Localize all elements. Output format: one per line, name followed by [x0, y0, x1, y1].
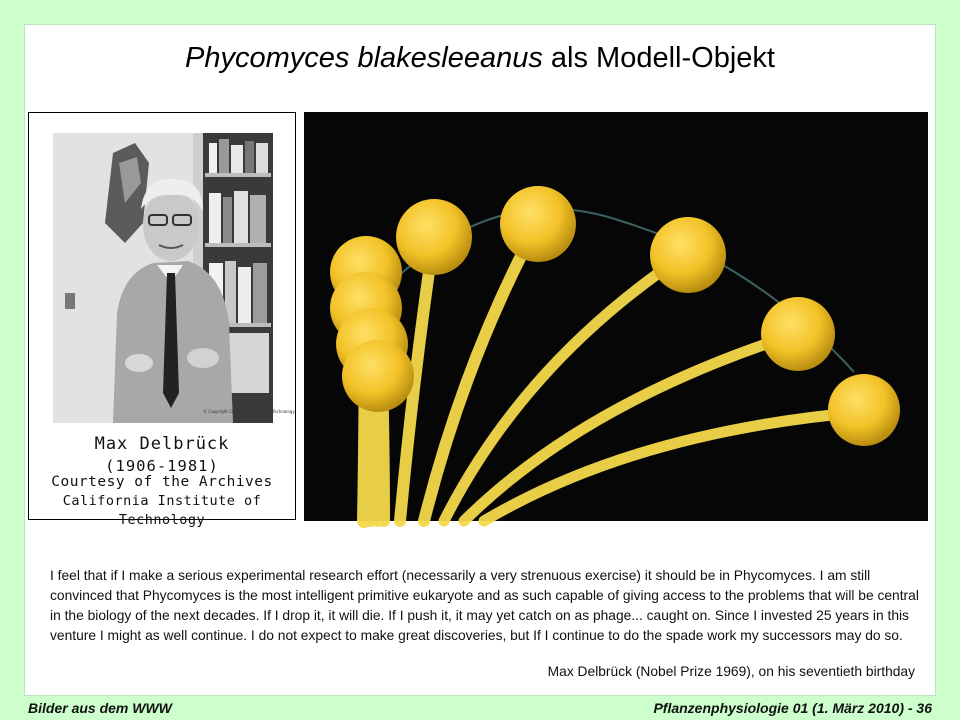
portrait-caption-years: (1906-1981) — [105, 457, 219, 475]
slide-title-rest: als Modell-Objekt — [542, 42, 775, 74]
portrait-photo — [53, 133, 295, 423]
portrait-caption-courtesy: Courtesy of the Archives — [51, 474, 273, 490]
slide-title — [0, 42, 960, 75]
footer-source: Bilder aus dem WWW — [28, 700, 172, 716]
sporangiophores-photo — [304, 112, 928, 521]
portrait-caption-name: Max Delbrück — [94, 434, 230, 454]
slide-title-species: Phycomyces blakesleeanus — [185, 42, 543, 74]
portrait-image — [53, 133, 295, 423]
sporangiophores-image — [304, 112, 928, 521]
delbrueck-quote: I feel that if I make a serious experimental research effort (necessarily a very strenuous exercise) it should be in Phycomyces. I am still convinced that Phycomyces is the most intelligent primitive eukaryote and as such capable of giving access to the problems that will be central in the biology of the next decades. If I drop it, it will die. If I push it, it may yet catch on as phage... caught on. Since I invested 25 years in this venture I might as well continue. I do not expect to make great discoveries, but If I continue to do the spade work my successors may do so. — [50, 568, 919, 643]
svg-text:© Copyright California Institu: © Copyright California Institute of Technology — [203, 409, 295, 414]
portrait-caption-institute: California Institute of Technology — [62, 493, 262, 528]
quote-attribution: Max Delbrück (Nobel Prize 1969), on his seventieth birthday — [547, 664, 915, 679]
footer-course-info: Pflanzenphysiologie 01 (1. März 2010) - 36 — [653, 700, 932, 716]
portrait-frame — [28, 112, 296, 528]
